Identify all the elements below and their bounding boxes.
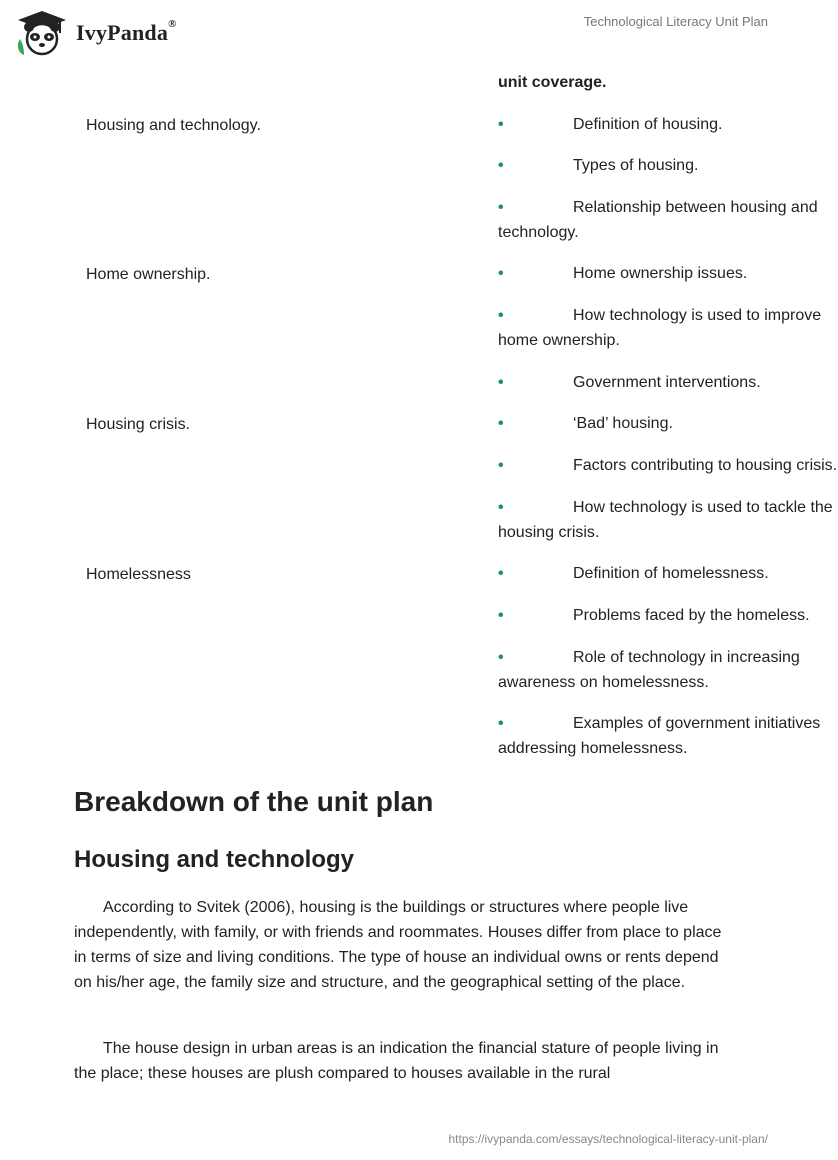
table-topic: Homelessness [86, 566, 191, 583]
table-topic: Home ownership. [86, 266, 211, 283]
list-item: • How technology is used to tackle the housing crisis. [498, 495, 838, 545]
bullet-icon: • [498, 374, 504, 391]
list-item: • Relationship between housing and technology. [498, 195, 838, 245]
ivypanda-logo[interactable] [14, 8, 177, 58]
bullet-icon: • [498, 415, 504, 432]
bullet-icon: • [498, 565, 504, 582]
list-item: • Government interventions. [498, 370, 838, 395]
subsection-heading: Housing and technology [74, 846, 354, 873]
list-item: • Definition of homelessness. [498, 561, 838, 586]
list-item: • Factors contributing to housing crisis. [498, 453, 838, 478]
bullet-icon: • [498, 307, 504, 324]
bullet-icon: • [498, 715, 504, 732]
document-title: Technological Literacy Unit Plan [583, 14, 768, 29]
source-url-link[interactable]: https://ivypanda.com/essays/technological-literacy-unit-plan/ [448, 1132, 768, 1146]
body-paragraph: The house design in urban areas is an indication the financial stature of people living in the place; these houses are plush compared to houses available in the rural [74, 1040, 719, 1082]
body-paragraph: According to Svitek (2006), housing is the buildings or structures where people live independently, with family, or with friends and roommates. Houses differ from place to place in terms of size and living conditions. The type of house an individual owns or rents depend on his/her age, the family size and structure, and the geographical setting of the place. [74, 899, 722, 991]
logo-wordmark: IvyPanda® [76, 18, 177, 45]
bullet-icon: • [498, 649, 504, 666]
list-item: • Home ownership issues. [498, 261, 838, 286]
bullet-icon: • [498, 157, 504, 174]
list-item: • Examples of government initiatives addressing homelessness. [498, 711, 838, 761]
table-topic: Housing crisis. [86, 416, 191, 433]
bullet-icon: • [498, 499, 504, 516]
bullet-icon: • [498, 116, 504, 133]
bullet-icon: • [498, 457, 504, 474]
bullet-icon: • [498, 607, 504, 624]
panda-mascot-icon [14, 9, 70, 57]
bullet-icon: • [498, 265, 504, 282]
list-item: • Definition of housing. [498, 112, 838, 137]
list-item: • Problems faced by the homeless. [498, 603, 838, 628]
table-column-header: unit coverage. [498, 74, 607, 91]
bullet-icon: • [498, 199, 504, 216]
list-item: • ‘Bad’ housing. [498, 411, 838, 436]
list-item: • Role of technology in increasing awareness on homelessness. [498, 645, 838, 695]
list-item: • Types of housing. [498, 153, 838, 178]
section-heading: Breakdown of the unit plan [74, 786, 434, 817]
table-topic: Housing and technology. [86, 117, 261, 134]
list-item: • How technology is used to improve home ownership. [498, 303, 838, 353]
